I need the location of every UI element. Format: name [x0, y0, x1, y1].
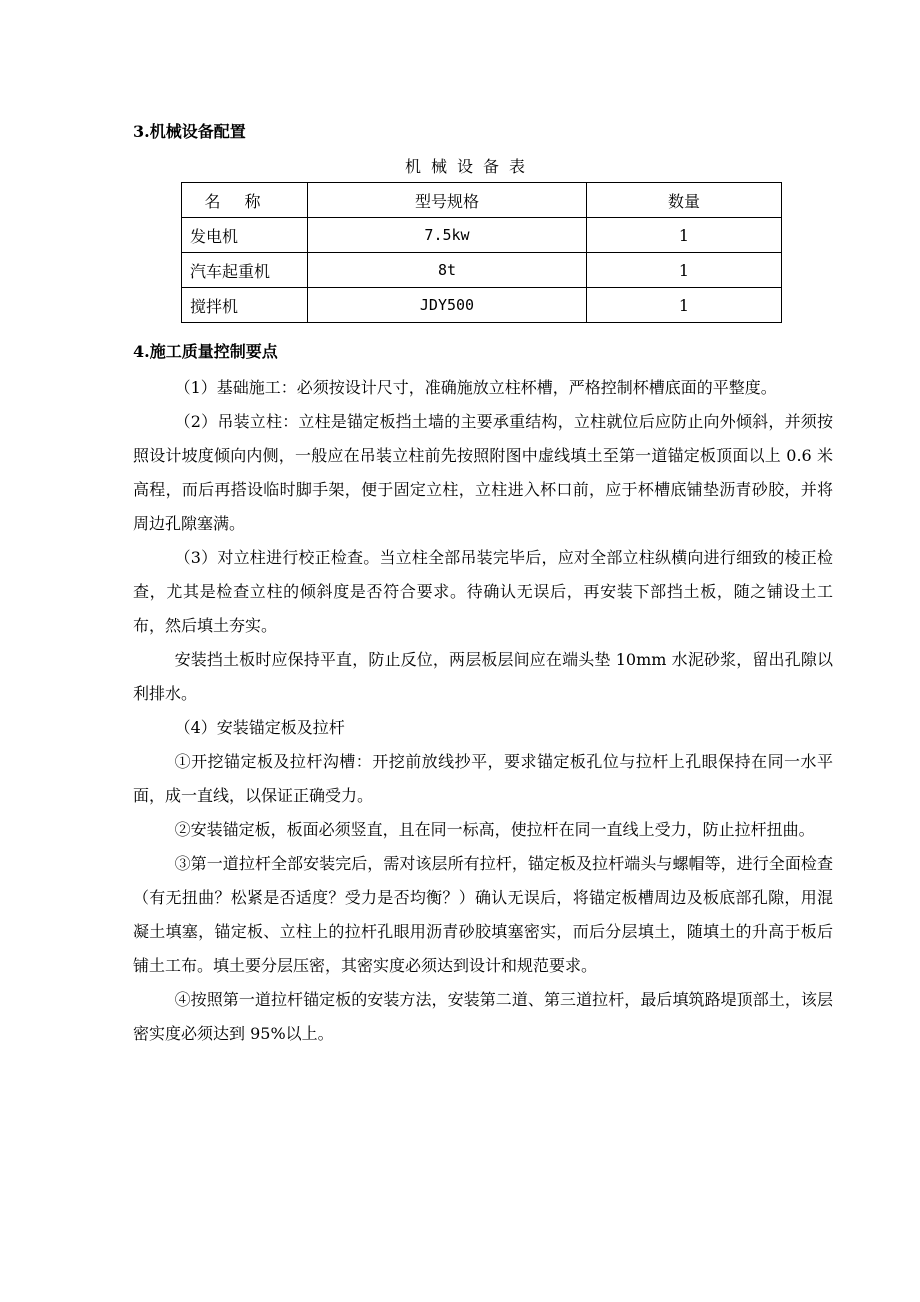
- table-caption: 机械设备表: [404, 157, 535, 176]
- section-4-heading: 4.施工质量控制要点: [133, 342, 278, 361]
- table-row: [182, 218, 782, 253]
- paragraph: ①开挖锚定板及拉杆沟槽：开挖前放线抄平，要求锚定板孔位与拉杆上孔眼保持在同一水平面，成一直线，以保证正确受力。: [133, 752, 833, 805]
- paragraph: （4）安装锚定板及拉杆: [174, 718, 345, 737]
- cell-model: 7.5kw: [308, 218, 587, 253]
- table-row: [182, 288, 782, 323]
- cell-quantity: 1: [587, 218, 782, 253]
- header-name: 名称: [182, 183, 308, 218]
- cell-quantity: 1: [587, 288, 782, 323]
- paragraph: ④按照第一道拉杆锚定板的安装方法，安装第二道、第三道拉杆，最后填筑路堤顶部土，该层密实度必须达到 95%以上。: [133, 990, 833, 1043]
- paragraph: （1）基础施工：必须按设计尺寸，准确施放立柱杯槽，严格控制杯槽底面的平整度。: [174, 378, 777, 397]
- cell-name: 搅拌机: [182, 288, 308, 323]
- cell-model: JDY500: [308, 288, 587, 323]
- paragraph: ②安装锚定板，板面必须竖直，且在同一标高，使拉杆在同一直线上受力，防止拉杆扭曲。: [174, 820, 815, 839]
- equipment-table: [181, 182, 782, 323]
- table-header-row: [182, 183, 782, 218]
- paragraph: （2）吊装立柱：立柱是锚定板挡土墙的主要承重结构，立柱就位后应防止向外倾斜，并须按照设计坡度倾向内侧，一般应在吊装立柱前先按照附图中虚线填土至第一道锚定板顶面以上 0.6 米高程，而后再搭设临时脚手架，便于固定立柱，立柱进入杯口前，应于杯槽底铺垫沥青砂胶，并将周边孔隙塞满。: [133, 412, 833, 533]
- paragraph: （3）对立柱进行校正检查。当立柱全部吊装完毕后，应对全部立柱纵横向进行细致的棱正检查，尤其是检查立柱的倾斜度是否符合要求。待确认无误后，再安装下部挡土板，随之铺设土工布，然后填土夯实。: [133, 548, 833, 635]
- cell-name: 汽车起重机: [182, 253, 308, 288]
- header-model: 型号规格: [308, 183, 587, 218]
- section-3-heading: 3.机械设备配置: [133, 122, 246, 141]
- section-4-body: [133, 371, 833, 1051]
- paragraph: ③第一道拉杆全部安装完后，需对该层所有拉杆，锚定板及拉杆端头与螺帽等，进行全面检查（有无扭曲？松紧是否适度？受力是否均衡？）确认无误后，将锚定板槽周边及板底部孔隙，用混凝土填塞，锚定板、立柱上的拉杆孔眼用沥青砂胶填塞密实，而后分层填土，随填土的升高于板后铺土工布。填土要分层压密，其密实度必须达到设计和规范要求。: [133, 854, 833, 975]
- paragraph: 安装挡土板时应保持平直，防止反位，两层板层间应在端头垫 10mm 水泥砂浆，留出孔隙以利排水。: [133, 650, 833, 703]
- header-quantity: 数量: [587, 183, 782, 218]
- cell-quantity: 1: [587, 253, 782, 288]
- cell-name: 发电机: [182, 218, 308, 253]
- table-row: [182, 253, 782, 288]
- cell-model: 8t: [308, 253, 587, 288]
